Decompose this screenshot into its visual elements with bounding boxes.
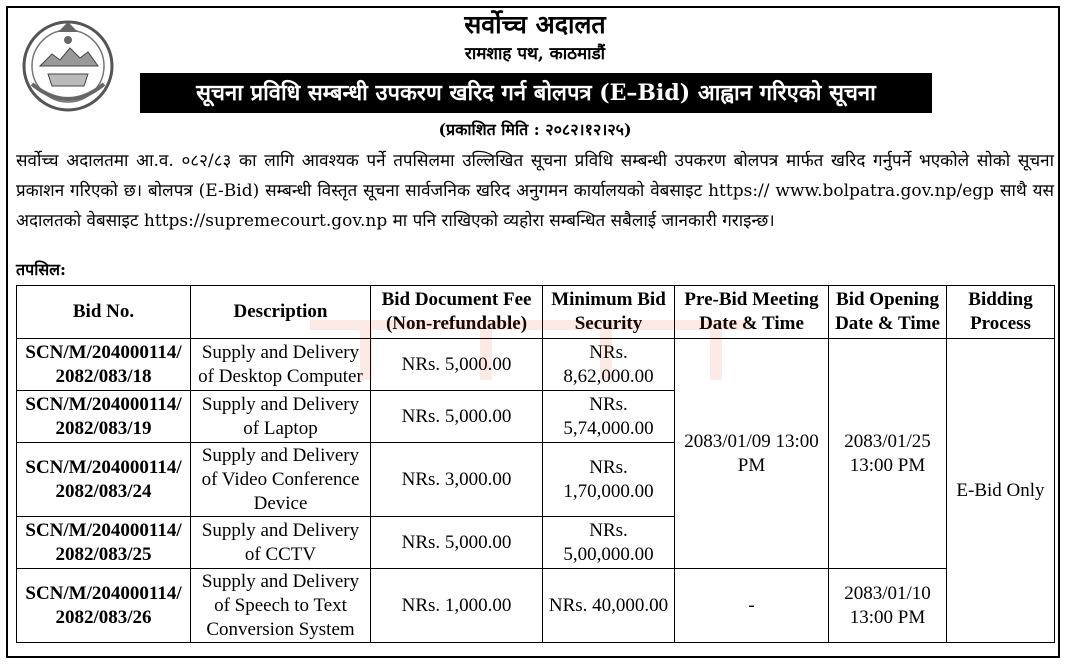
court-title: सर्वोच्च अदालत — [464, 10, 606, 39]
prebid-meeting-datetime: 2083/01/09 13:00 PM — [675, 339, 829, 569]
header-bidding-process: Bidding Process — [947, 286, 1055, 339]
header-document-fee: Bid Document Fee (Non-refundable) — [371, 286, 543, 339]
bid-description: Supply and Delivery of Video Conference Device — [191, 443, 371, 517]
bid-security: NRs. 5,00,000.00 — [543, 517, 675, 569]
bidding-process: E-Bid Only — [947, 339, 1055, 643]
bid-number: SCN/M/204000114/ 2082/083/26 — [17, 569, 191, 643]
bid-number: SCN/M/204000114/ 2082/083/25 — [17, 517, 191, 569]
bid-opening-datetime: 2083/01/10 13:00 PM — [829, 569, 947, 643]
bid-number: SCN/M/204000114/ 2082/083/24 — [17, 443, 191, 517]
header-prebid-meeting: Pre-Bid Meeting Date & Time — [675, 286, 829, 339]
court-address: रामशाह पथ, काठमाडौं — [464, 44, 606, 64]
document-fee: NRs. 5,000.00 — [371, 339, 543, 391]
document-fee: NRs. 5,000.00 — [371, 391, 543, 443]
document-fee: NRs. 1,000.00 — [371, 569, 543, 643]
bid-security: NRs. 1,70,000.00 — [543, 443, 675, 517]
bid-opening-datetime: 2083/01/25 13:00 PM — [829, 339, 947, 569]
bid-description: Supply and Delivery of CCTV — [191, 517, 371, 569]
bid-security: NRs. 40,000.00 — [543, 569, 675, 643]
bid-description: Supply and Delivery of Speech to Text Conversion System — [191, 569, 371, 643]
bid-security: NRs. 8,62,000.00 — [543, 339, 675, 391]
header-bid-opening: Bid Opening Date & Time — [829, 286, 947, 339]
bid-number: SCN/M/204000114/ 2082/083/18 — [17, 339, 191, 391]
table-header-row — [17, 286, 1055, 339]
document-fee: NRs. 5,000.00 — [371, 517, 543, 569]
bid-number: SCN/M/204000114/ 2082/083/19 — [17, 391, 191, 443]
document-fee: NRs. 3,000.00 — [371, 443, 543, 517]
notice-paragraph: सर्वोच्च अदालतमा आ.व. ०८२/८३ का लागि आवश्यक पर्ने तपसिलमा उल्लिखित सूचना प्रविधि सम्बन्धी उपकरण बोलपत्र मार्फत खरिद गर्नुपर्ने भएकोले सोको सूचना प्रकाशन गरिएको छ। बोलपत्र (E-Bid) सम्बन्धी विस्तृत सूचना सार्वजनिक खरिद अनुगमन कार्यालयको वेबसाइट https:// www.bolpatra.gov.np/egp साथै यस अदालतको वेबसाइट https://supremecourt.gov.np मा पनि राखिएको व्यहोरा सम्बन्धित सबैलाई जानकारी गराइन्छ। — [16, 151, 1054, 231]
notice-banner: सूचना प्रविधि सम्बन्धी उपकरण खरिद गर्न बोलपत्र (E–Bid) आह्वान गरिएको सूचना — [140, 73, 932, 113]
published-date: (प्रकाशित मिति : २०८२।१२।२५) — [438, 120, 632, 139]
table-row — [17, 339, 1055, 391]
table-row — [17, 569, 1055, 643]
bid-description: Supply and Delivery of Laptop — [191, 391, 371, 443]
schedule-label: तपसिल: — [16, 260, 66, 279]
prebid-meeting-datetime: - — [675, 569, 829, 643]
header-bid-no: Bid No. — [17, 286, 191, 339]
bid-table — [16, 285, 1055, 643]
header-description: Description — [191, 286, 371, 339]
bid-description: Supply and Delivery of Desktop Computer — [191, 339, 371, 391]
header-bid-security: Minimum Bid Security — [543, 286, 675, 339]
bid-security: NRs. 5,74,000.00 — [543, 391, 675, 443]
